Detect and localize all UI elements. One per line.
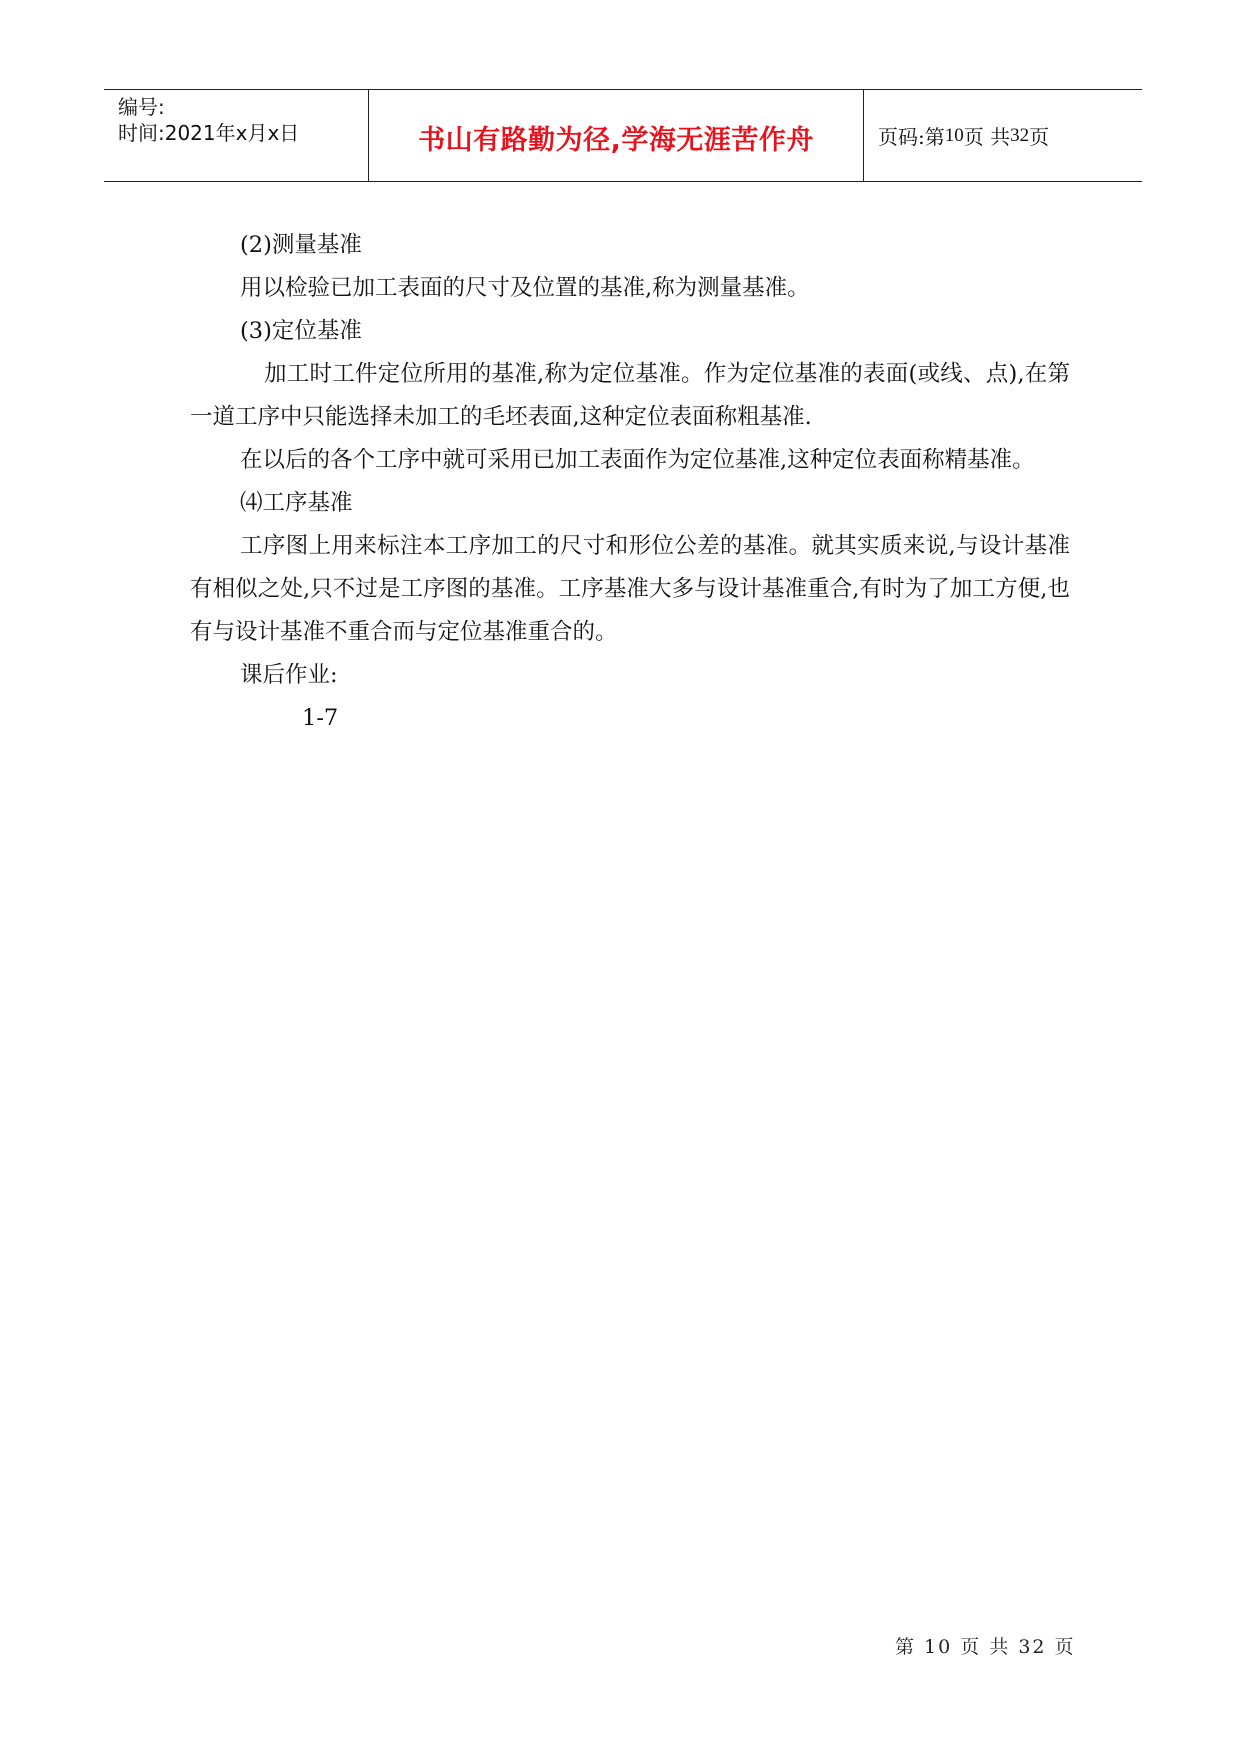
page-info-suffix: 页 xyxy=(1029,125,1050,149)
header-slogan: 书山有路勤为径,学海无涯苦作舟 xyxy=(418,125,814,156)
page-header-table xyxy=(104,89,1142,182)
page-footer-number: 第 10 页 共 32 页 xyxy=(895,1636,1076,1658)
header-page-info xyxy=(864,90,1142,181)
heading-measurement-datum: (2)测量基准 xyxy=(240,232,362,258)
homework-label: 课后作业: xyxy=(240,662,338,688)
paragraph-measurement-datum: 用以检验已加工表面的尺寸及位置的基准,称为测量基准。 xyxy=(240,275,810,301)
paragraph-positioning-datum-a: 加工时工件定位所用的基准,称为定位基准。作为定位基准的表面(或线、点),在第一道工序中只能选择未加工的毛坯表面,这种定位表面称粗基准. xyxy=(190,361,1070,430)
page-info-total: 32 xyxy=(1010,124,1030,146)
document-date: 时间:2021年x月x日 xyxy=(118,121,300,145)
heading-positioning-datum: (3)定位基准 xyxy=(240,318,362,344)
page-info-mid: 页 共 xyxy=(963,125,1011,149)
paragraph-positioning-datum-b: 在以后的各个工序中就可采用已加工表面作为定位基准,这种定位表面称精基准。 xyxy=(240,447,1035,473)
header-left-cell xyxy=(104,90,369,181)
paragraph-process-datum: 工序图上用来标注本工序加工的尺寸和形位公差的基准。就其实质来说,与设计基准有相似之处,只不过是工序图的基准。工序基准大多与设计基准重合,有时为了加工方便,也有与设计基准不重合而与定位基准重合的。 xyxy=(190,533,1070,645)
heading-process-datum: ⑷工序基准 xyxy=(240,490,353,516)
header-middle-cell xyxy=(369,90,864,181)
page-info-prefix: 页码:第 xyxy=(878,125,945,149)
document-number-label: 编号: xyxy=(118,95,165,119)
document-body xyxy=(190,224,1070,740)
homework-item: 1-7 xyxy=(302,705,339,731)
page-info-current: 10 xyxy=(944,124,964,146)
